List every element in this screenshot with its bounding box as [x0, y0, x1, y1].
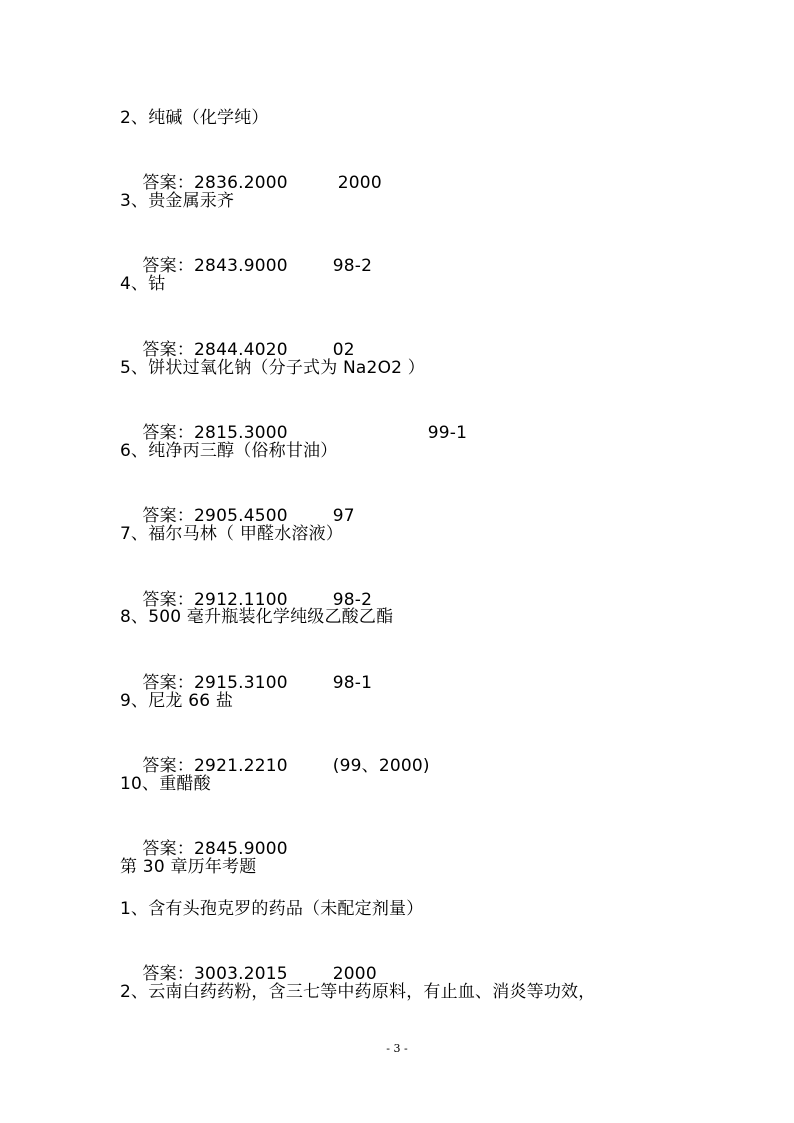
answer-year-tag: 97 — [332, 506, 355, 526]
answer-code: 2915.3100 — [194, 673, 288, 693]
answer-code: 2845.9000 — [194, 839, 288, 859]
answer-code: 3003.2015 — [194, 964, 288, 984]
answer-year-tag: 98-1 — [332, 673, 373, 693]
answer-label: 答案： — [142, 340, 195, 360]
question-line: 8、500 毫升瓶装化学纯级乙酸乙酯 — [120, 607, 394, 627]
question-line: 7、福尔马林（ 甲醛水溶液） — [120, 524, 344, 544]
answer-code: 2843.9000 — [194, 256, 288, 276]
answer-label: 答案： — [142, 590, 195, 610]
answer-code: 2844.4020 — [194, 340, 288, 360]
answer-label: 答案： — [142, 756, 195, 776]
answer-year-tag: 2000 — [332, 964, 377, 984]
answer-label: 答案： — [142, 256, 195, 276]
question-line: 2、云南白药药粉，含三七等中药原料，有止血、消炎等功效， — [120, 982, 596, 1002]
answer-label: 答案： — [142, 173, 195, 193]
answer-code: 2905.4500 — [194, 506, 288, 526]
answer-year-tag: 02 — [332, 340, 355, 360]
answer-code: 2836.2000 — [194, 173, 288, 193]
answer-code: 2921.2210 — [194, 756, 288, 776]
question-line: 2、纯碱（化学纯） — [120, 108, 269, 128]
question-line: 9、尼龙 66 盐 — [120, 691, 234, 711]
answer-label: 答案： — [142, 423, 195, 443]
question-line: 4、钴 — [120, 274, 166, 294]
answer-label: 答案： — [142, 839, 195, 859]
answer-year-tag: 2000 — [337, 173, 382, 193]
answer-label: 答案： — [142, 673, 195, 693]
page-number: - 3 - — [386, 1042, 408, 1055]
answer-code: 2912.1100 — [194, 590, 288, 610]
answer-label: 答案： — [142, 506, 195, 526]
question-line: 1、含有头孢克罗的药品（未配定剂量） — [120, 899, 424, 919]
question-line: 3、贵金属汞齐 — [120, 191, 235, 211]
answer-year-tag: (99、2000) — [332, 756, 430, 776]
answer-year-tag: 98-2 — [332, 590, 373, 610]
question-line: 5、饼状过氧化钠（分子式为 Na2O2 ） — [120, 358, 425, 378]
chapter-heading: 第 30 章历年考题 — [120, 857, 257, 877]
answer-label: 答案： — [142, 964, 195, 984]
answer-year-tag: 98-2 — [332, 256, 373, 276]
answer-code: 2815.3000 — [194, 423, 288, 443]
question-line: 10、重醋酸 — [120, 774, 211, 794]
answer-year-tag: 99-1 — [427, 423, 468, 443]
question-line: 6、纯净丙三醇（俗称甘油） — [120, 441, 338, 461]
